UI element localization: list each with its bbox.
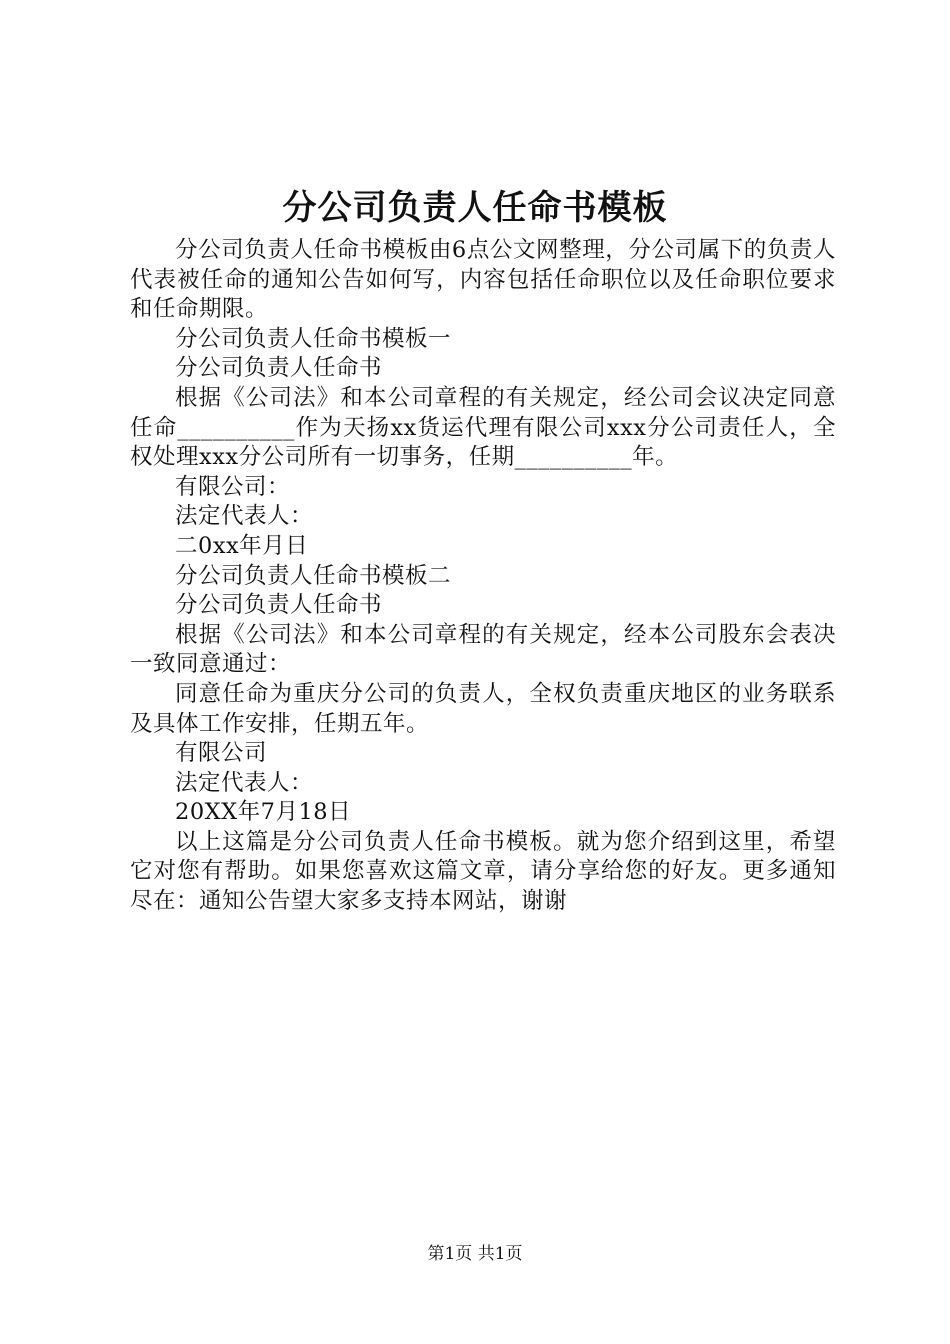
intro-paragraph: 分公司负责人任命书模板由6点公文网整理，分公司属下的负责人代表被任命的通知公告如何写，内容包括任命职位以及任命职位要求和任命期限。	[130, 237, 836, 323]
closing-paragraph: 以上这篇是分公司负责人任命书模板。就为您介绍到这里，希望它对您有帮助。如果您喜欢这篇文章，请分享给您的好友。更多通知尽在：通知公告望大家多支持本网站，谢谢	[130, 828, 836, 915]
template-one-heading: 分公司负责人任命书模板一	[175, 325, 452, 352]
template-two-company: 有限公司	[175, 740, 268, 767]
template-two-appointment: 同意任命为重庆分公司的负责人，全权负责重庆地区的业务联系及具体工作安排，任期五年。	[130, 680, 836, 737]
page-number-footer: 第1页 共1页	[427, 1244, 523, 1264]
template-two-subheading: 分公司负责人任命书	[175, 592, 383, 619]
template-one-date: 二0xx年月日	[175, 532, 309, 559]
document-body	[130, 236, 836, 917]
template-one-representative: 法定代表人：	[175, 503, 314, 530]
template-two-heading: 分公司负责人任命书模板二	[175, 562, 452, 589]
template-one-body: 根据《公司法》和本公司章程的有关规定，经公司会议决定同意任命__________作为天扬xx货运代理有限公司xxx分公司责任人，全权处理xxx分公司所有一切事务，任期__________年。	[130, 384, 836, 471]
template-two-body: 根据《公司法》和本公司章程的有关规定，经本公司股东会表决一致同意通过：	[130, 621, 836, 678]
template-two-date: 20XX年7月18日	[175, 799, 352, 826]
template-one-subheading: 分公司负责人任命书	[175, 355, 383, 382]
document-title: 分公司负责人任命书模板	[282, 188, 668, 228]
template-two-representative: 法定代表人：	[175, 769, 314, 796]
template-one-company: 有限公司：	[175, 473, 291, 500]
